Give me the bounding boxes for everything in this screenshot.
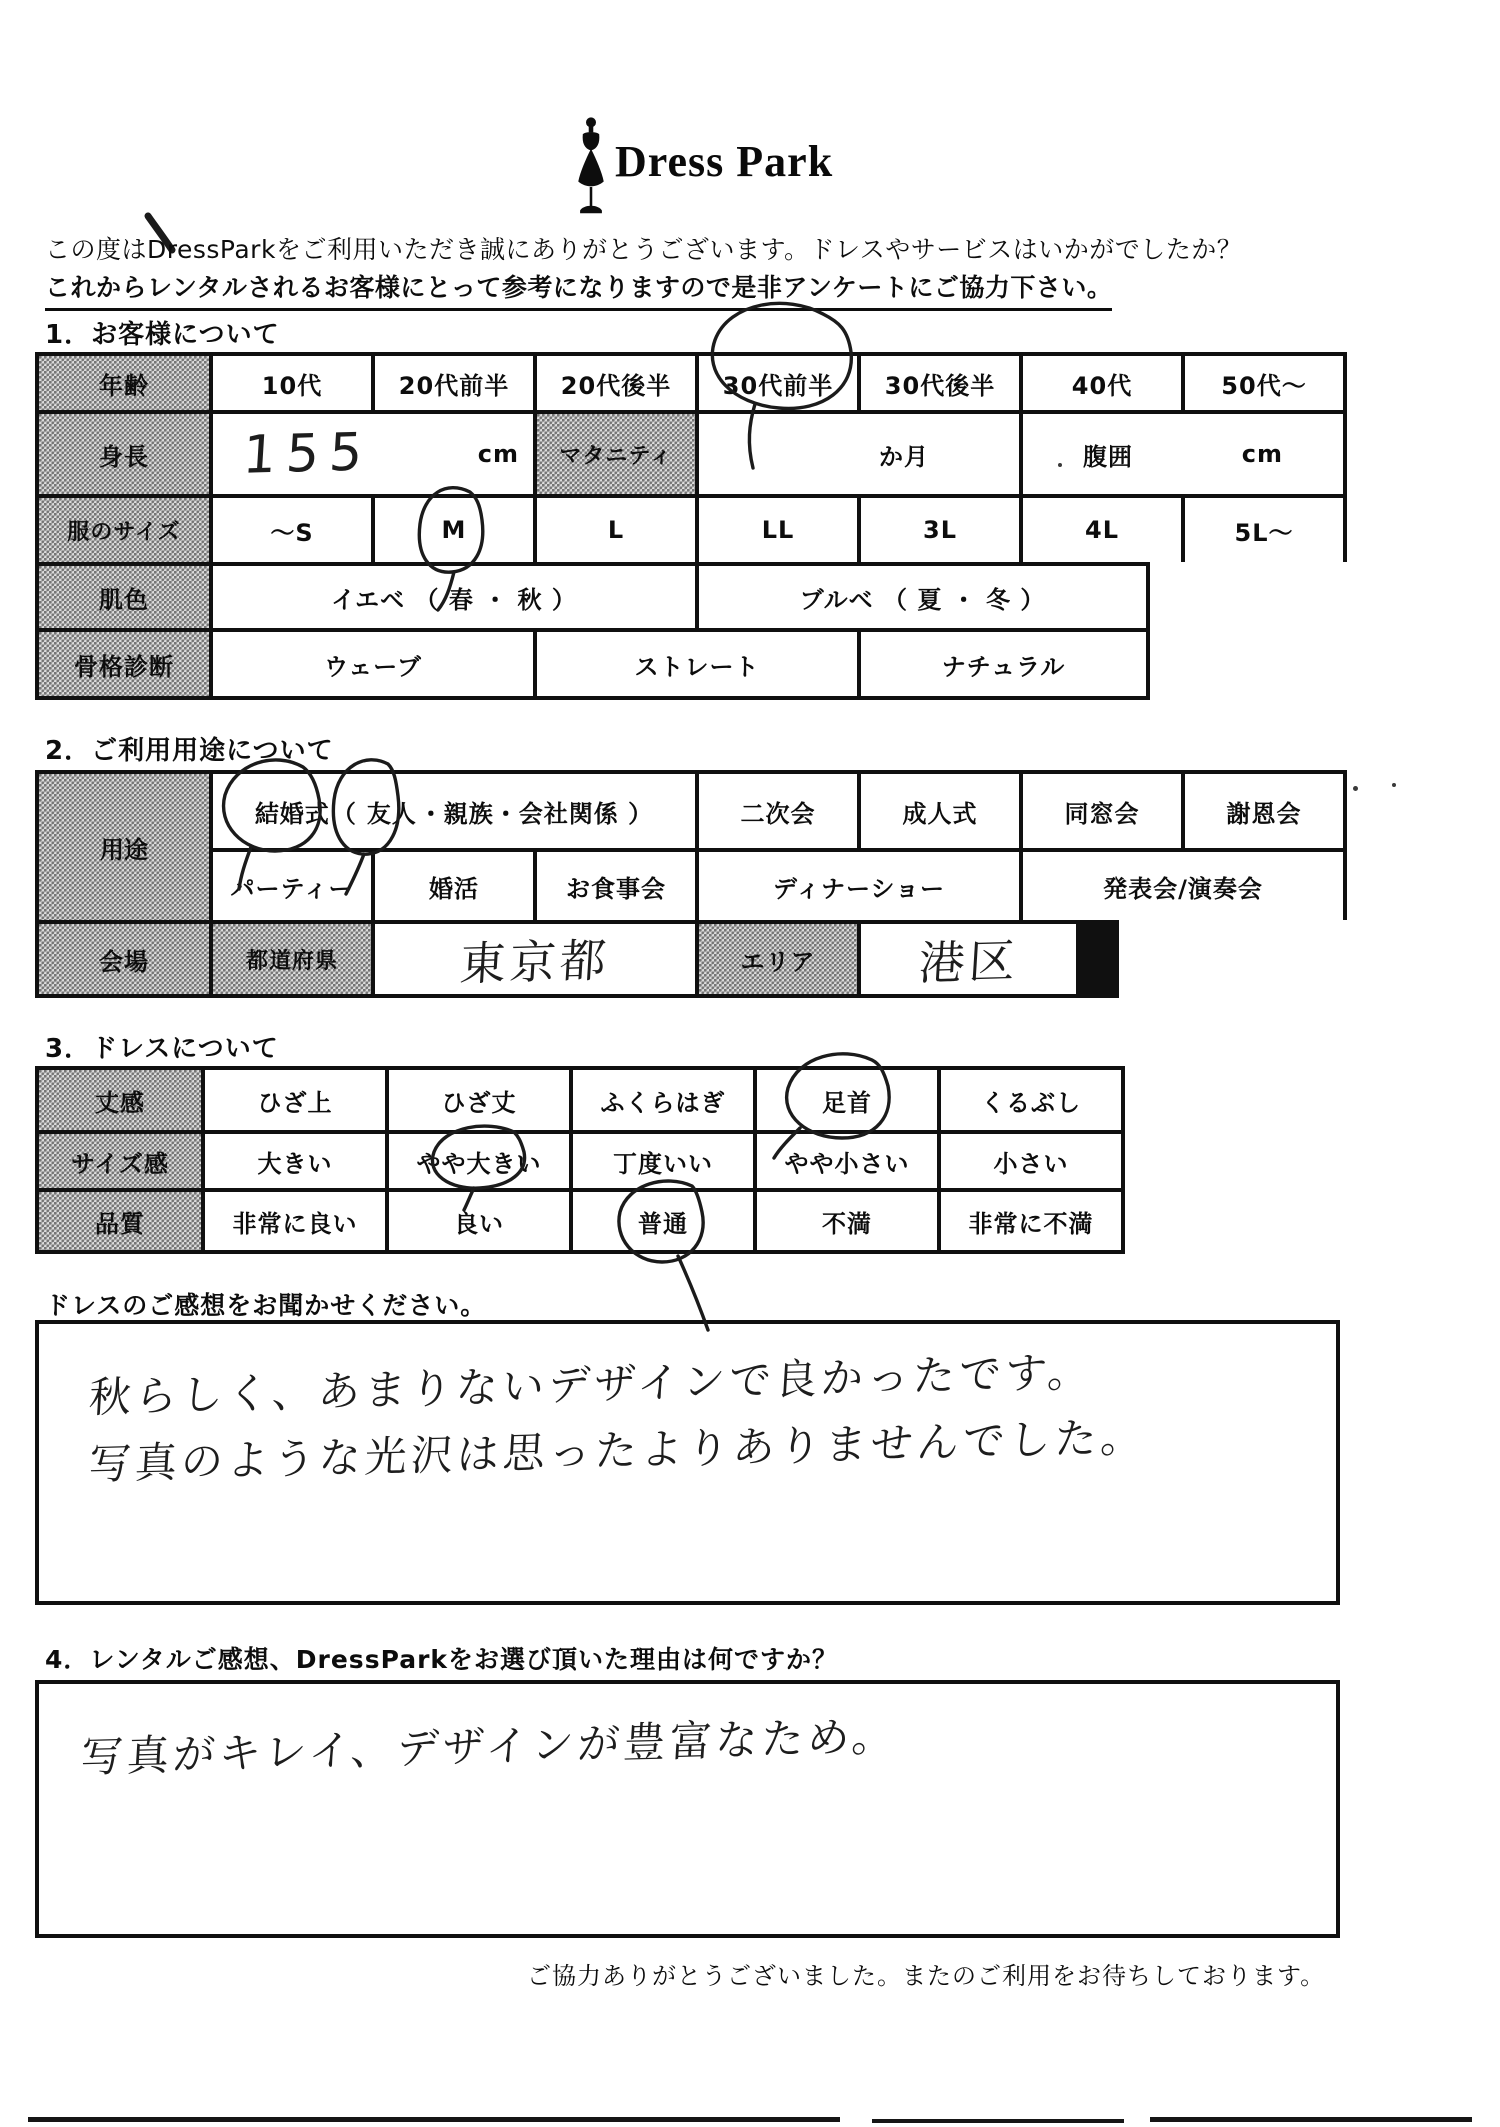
quality-label: 品質 [95,1209,145,1238]
frame-option-label: ナチュラル [941,652,1066,681]
dress-mannequin-logo-icon [572,116,610,216]
purpose-option-label: 同窓会 [1064,799,1140,828]
purpose-row-header [39,774,209,920]
height-label: 身長 [99,442,149,471]
purpose-label: 用途 [100,835,148,864]
quality-option-label: 普通 [638,1209,688,1238]
age-label: 年齢 [99,371,149,400]
frame-option-wave [213,632,533,696]
fit-option-label: 大きい [257,1149,333,1178]
length-option-label: ひざ丈 [441,1088,517,1117]
skin-option-label: ブルベ （ 夏 ・ 冬 ） [799,585,1046,614]
length-option-ankle [757,1070,937,1130]
closing-message: ご協力ありがとうございました。またのご利用をお待ちしております。 [527,1962,1326,1990]
fit-option-label: やや大きい [416,1149,542,1178]
fit-option-slightly-large [389,1134,569,1188]
purpose-option-label: お食事会 [566,874,666,903]
size-label: 服のサイズ [67,519,181,545]
venue-label: 会場 [99,947,149,976]
height-handwritten-value: 155 [241,422,375,486]
section1-heading: 1．お客様について [45,320,280,350]
customer-table-row-size [35,494,1347,562]
size-option-s [213,498,371,562]
height-unit-label: cm [477,440,519,468]
area-value-cell [861,924,1076,994]
area-header-cell [699,924,857,994]
fit-option-small [941,1134,1121,1188]
quality-option-label: 非常に不満 [968,1209,1094,1238]
venue-table-row [35,920,1119,998]
scan-edge-line [872,2119,1124,2123]
scan-edge-line [28,2117,840,2122]
frame-option-label: ストレート [634,652,760,681]
area-label: エリア [740,947,816,976]
wedding-friend-label: 友人 [366,799,417,828]
customer-table-row-height [35,410,1347,494]
waist-cell [1023,414,1343,494]
purpose-option-label: 二次会 [740,799,816,828]
purpose-option-label: 発表会/演奏会 [1103,874,1263,903]
scan-speck [1353,786,1358,791]
fit-option-slightly-small [757,1134,937,1188]
length-row-header [39,1070,201,1130]
length-option-label: ふくらはぎ [600,1088,726,1117]
section3-heading: 3．ドレスについて [45,1034,279,1064]
frame-option-label: ウェーブ [324,652,422,681]
fit-option-label: やや小さい [784,1149,910,1178]
rental-reason-box [35,1680,1340,1938]
scan-speck [1058,463,1062,467]
age-option-30s-late [861,356,1019,410]
height-value-cell [213,414,533,494]
purpose-option-konkatsu [375,852,533,920]
dress-feedback-box [35,1320,1340,1605]
wedding-paren: （ [331,799,357,828]
purpose-option-dinner-show [699,852,1019,920]
purpose-option-afterparty [699,774,857,848]
section2-heading: 2．ご利用用途について [45,736,334,766]
age-option-label: 30代前半 [722,371,834,400]
fit-option-large [205,1134,385,1188]
purpose-option-coming-of-age [861,774,1019,848]
size-option-3l [861,498,1019,562]
age-option-20s-late [537,356,695,410]
scan-edge-line [1150,2117,1472,2122]
length-option-knee [389,1070,569,1130]
waist-label: 腹囲 [1083,442,1133,471]
purpose-option-label: 婚活 [429,874,479,903]
customer-table-row-age [35,352,1347,410]
frame-row-header [39,632,209,696]
skin-row-header [39,566,209,628]
age-option-label: 10代 [261,371,323,400]
fit-label: サイズ感 [70,1149,170,1178]
quality-option-average [573,1192,753,1250]
purpose-option-thanks-party [1185,774,1343,848]
dress-feedback-prompt: ドレスのご感想をお聞かせください。 [45,1291,487,1320]
frame-option-straight [537,632,857,696]
scan-speck [1392,783,1396,787]
age-option-label: 20代後半 [560,371,672,400]
quality-option-good [389,1192,569,1250]
age-option-30s-early [699,356,857,410]
length-option-label: ひざ上 [257,1088,333,1117]
purpose-option-dinner [537,852,695,920]
prefecture-header-cell [213,924,371,994]
size-option-label: 5L～ [1234,518,1294,547]
age-option-label: 30代後半 [884,371,996,400]
purpose-option-label: ディナーショー [772,874,946,903]
age-row-header [39,356,209,410]
rental-reason-handwritten: 写真がキレイ、デザインが豊富なため。 [79,1711,900,1782]
length-option-anklebone [941,1070,1121,1130]
size-option-label: M [441,516,467,544]
age-option-10s [213,356,371,410]
dress-feedback-handwritten-line1: 秋らしく、あまりないデザインで良かったです。 [87,1346,1096,1423]
waist-unit-label: cm [1241,440,1283,468]
size-option-label: LL [761,516,795,544]
size-option-m [375,498,533,562]
customer-table-row-skin [35,562,1150,628]
wedding-label: 結婚式 [254,799,330,828]
prefecture-label: 都道府県 [245,948,338,974]
purpose-option-label: パーティー [230,874,354,903]
size-option-5l [1185,498,1343,562]
fit-option-just-right [573,1134,753,1188]
size-option-label: L [607,516,625,544]
quality-option-label: 不満 [822,1209,872,1238]
dress-feedback-handwritten-line2: 写真のような光沢は思ったよりありませんでした。 [87,1412,1149,1489]
size-option-label: 3L [923,516,957,544]
wedding-suffix-label: ・親族・会社関係 ） [418,799,654,828]
fit-option-label: 小さい [993,1149,1069,1178]
dress-table-row-quality [35,1188,1125,1254]
length-option-label: くるぶし [981,1088,1081,1117]
area-handwritten-value: 港区 [916,933,1020,991]
quality-row-header [39,1192,201,1250]
purpose-option-recital [1023,852,1343,920]
size-option-ll [699,498,857,562]
logo-wordmark: Dress Park [615,137,834,186]
size-option-label: 4L [1085,516,1119,544]
length-label: 丈感 [95,1088,145,1117]
age-option-label: 40代 [1071,371,1133,400]
intro-line-2: これからレンタルされるお客様にとって参考になりますので是非アンケートにご協力下さい。 [45,268,1112,311]
purpose-option-label: 成人式 [902,799,978,828]
quality-option-label: 良い [454,1209,504,1238]
purpose-option-reunion [1023,774,1181,848]
customer-table-row-frame [35,628,1150,700]
dress-table-row-length [35,1066,1125,1130]
section4-heading: 4．レンタルご感想、DressParkをお選び頂いた理由は何ですか？ [45,1645,839,1674]
fit-row-header [39,1134,201,1188]
maternity-months-cell [699,414,1019,494]
purpose-option-label: 謝恩会 [1226,799,1302,828]
venue-row-header [39,924,209,994]
quality-option-very-dissatisfied [941,1192,1121,1250]
size-row-header [39,498,209,562]
prefecture-value-cell [375,924,695,994]
age-option-20s-early [375,356,533,410]
age-option-40s [1023,356,1181,410]
quality-option-dissatisfied [757,1192,937,1250]
age-option-50s [1185,356,1343,410]
length-option-label: 足首 [822,1088,872,1117]
purpose-option-wedding [213,774,695,848]
purpose-option-party [213,852,371,920]
frame-option-natural [861,632,1146,696]
size-option-4l [1023,498,1181,562]
skin-label: 肌色 [99,585,149,614]
maternity-label: マタニティ [559,443,673,469]
purpose-table-row-1 [35,770,1347,848]
intro-line-1: この度はDressParkをご利用いただき誠にありがとうございます。ドレスやサービスはいかがでしたか？ [45,235,1243,264]
months-label: か月 [879,442,929,471]
height-row-header [39,414,209,494]
prefecture-handwritten-value: 東京都 [458,932,612,992]
length-option-above-knee [205,1070,385,1130]
size-option-label: ～S [270,518,314,547]
quality-option-label: 非常に良い [232,1209,358,1238]
skin-option-label: イエベ （ 春 ・ 秋 ） [331,585,577,614]
purpose-table-row-2 [35,848,1347,920]
skin-option-yellow-base [213,566,695,628]
length-option-calf [573,1070,753,1130]
maternity-header-cell [537,414,695,494]
age-option-label: 50代～ [1221,371,1307,400]
fit-option-label: 丁度いい [613,1149,713,1178]
dress-table-row-fit [35,1130,1125,1188]
skin-option-blue-base [699,566,1146,628]
age-option-label: 20代前半 [398,371,510,400]
size-option-l [537,498,695,562]
quality-option-very-good [205,1192,385,1250]
frame-label: 骨格診断 [74,652,174,681]
